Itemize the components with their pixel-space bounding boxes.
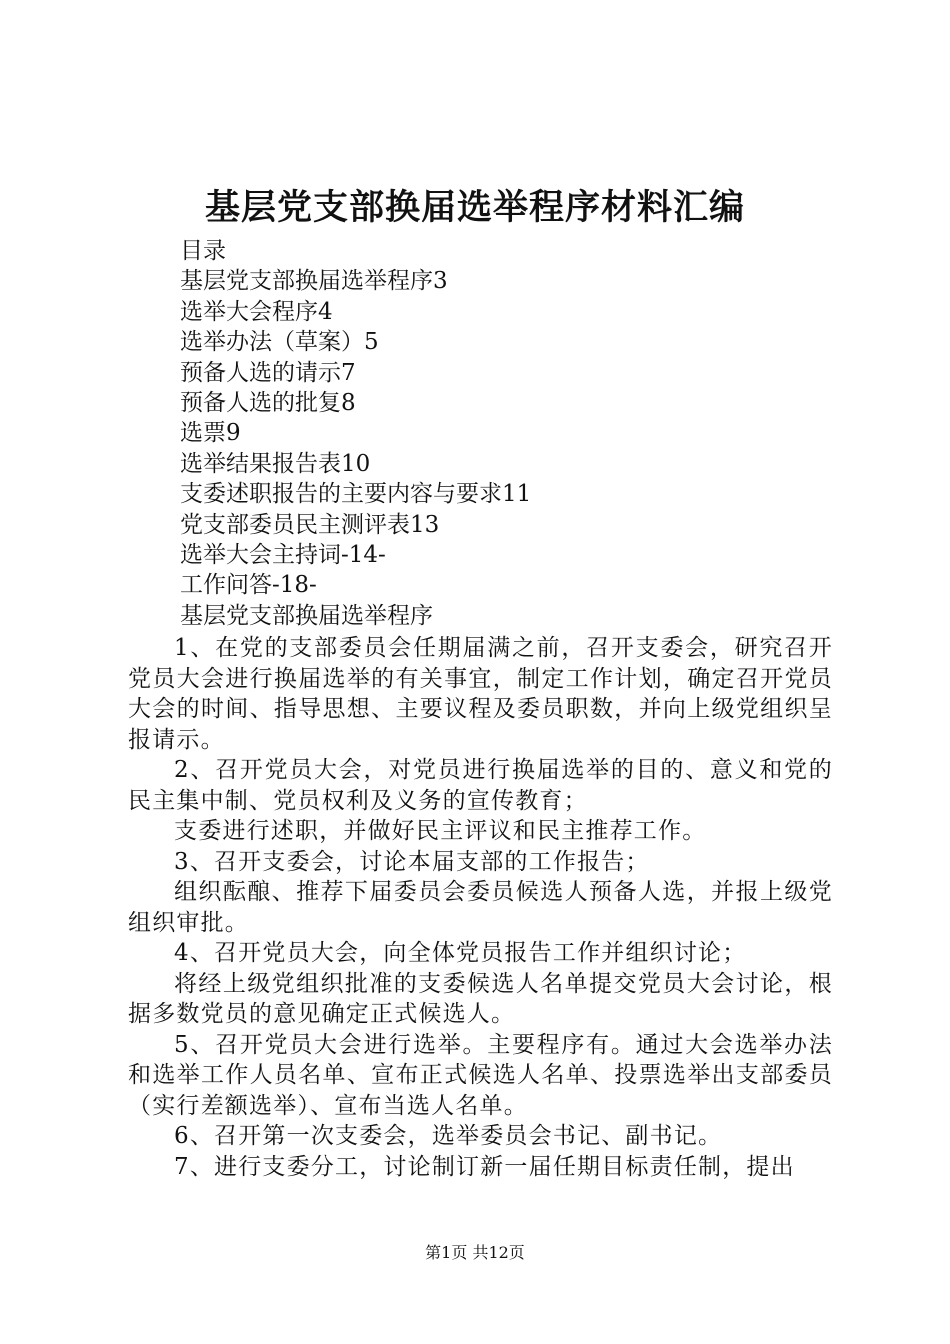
document-title: 基层党支部换届选举程序材料汇编 (204, 187, 745, 228)
paragraph: 4、召开党员大会，向全体党员报告工作并组织讨论； (174, 940, 747, 966)
toc-item: 选票9 (180, 420, 241, 447)
toc-item: 选举办法（草案）5 (180, 329, 379, 356)
toc-item: 支委述职报告的主要内容与要求11 (180, 481, 532, 508)
page-footer: 第1页 共12页 (425, 1243, 525, 1262)
toc-item: 选举大会程序4 (180, 298, 333, 325)
document-body (128, 633, 833, 1182)
paragraph: 2、召开党员大会，对党员进行换届选举的目的、意义和党的民主集中制、党员权利及义务的宣传教育； (128, 757, 833, 814)
paragraph: 7、进行支委分工，讨论制订新一届任期目标责任制，提出 (174, 1153, 795, 1180)
toc-item: 基层党支部换届选举程序3 (180, 268, 448, 295)
toc-item: 预备人选的请示7 (180, 359, 356, 386)
paragraph: 1、在党的支部委员会任期届满之前，召开支委会，研究召开党员大会进行换届选举的有关事宜，制定工作计划，确定召开党员大会的时间、指导思想、主要议程及委员职数，并向上级党组织呈报请示。 (128, 635, 833, 753)
paragraph: 3、召开支委会，讨论本届支部的工作报告； (174, 848, 650, 875)
toc-item: 选举结果报告表10 (180, 450, 371, 477)
toc-item: 选举大会主持词-14- (180, 542, 386, 569)
toc-item: 党支部委员民主测评表13 (180, 511, 440, 538)
paragraph: 6、召开第一次支委会，选举委员会书记、副书记。 (174, 1123, 723, 1149)
toc-item: 工作问答-18- (180, 572, 317, 599)
toc-heading: 目录 (180, 238, 226, 264)
table-of-contents (180, 236, 840, 631)
paragraph: 组织酝酿、推荐下届委员会委员候选人预备人选，并报上级党组织审批。 (128, 879, 833, 936)
paragraph: 5、召开党员大会进行选举。主要程序有。通过大会选举办法和选举工作人员名单、宣布正式候选人名单、投票选举出支部委员（实行差额选举）、宣布当选人名单。 (128, 1031, 833, 1119)
paragraph: 将经上级党组织批准的支委候选人名单提交党员大会讨论，根据多数党员的意见确定正式候选人。 (128, 970, 833, 1027)
section-heading: 基层党支部换届选举程序 (180, 602, 433, 629)
paragraph: 支委进行述职，并做好民主评议和民主推荐工作。 (174, 818, 707, 844)
toc-item: 预备人选的批复8 (180, 390, 356, 417)
